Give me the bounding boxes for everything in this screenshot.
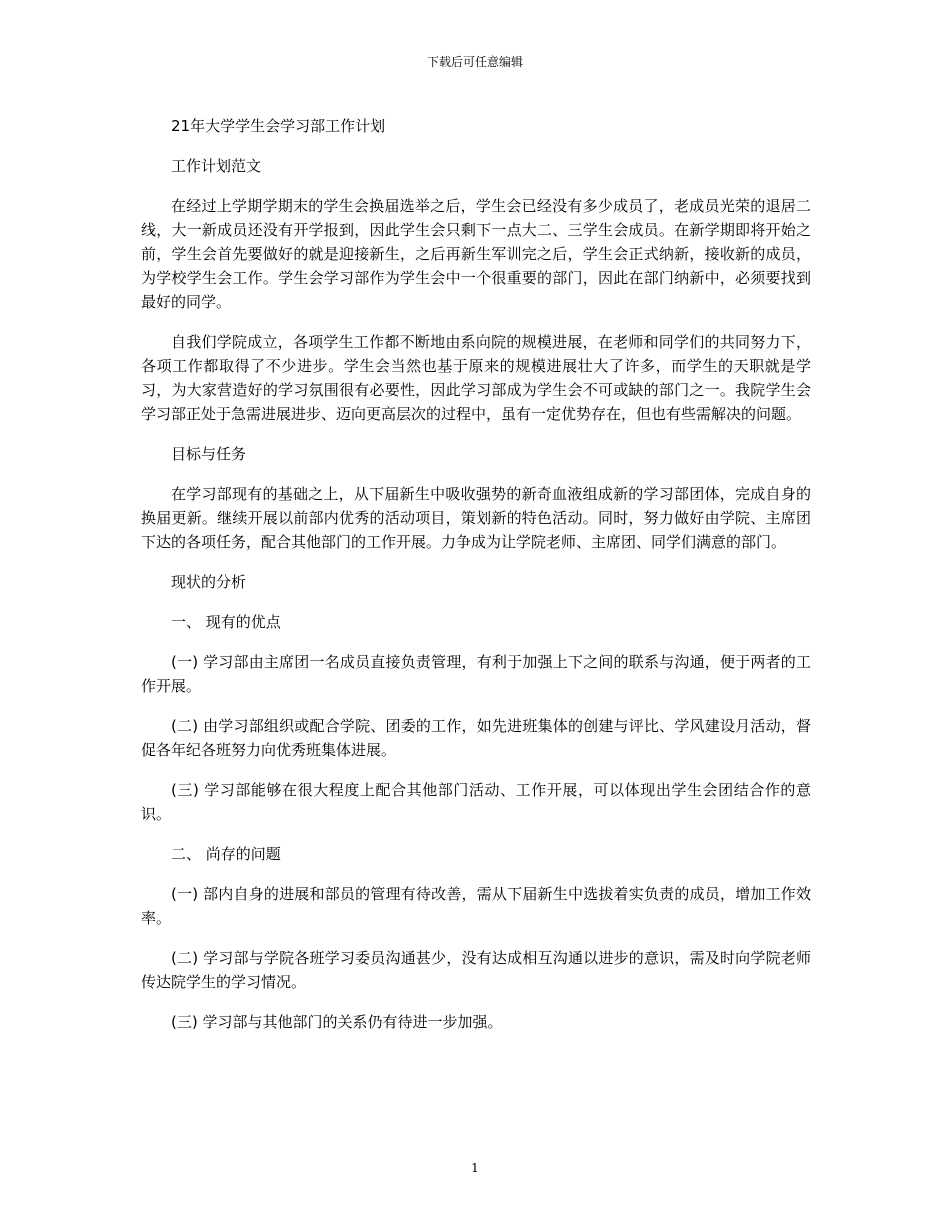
page-number: 1 [471,1161,479,1175]
goals-paragraph: 在学习部现有的基础之上，从下届新生中吸收强势的新奇血液组成新的学习部团体，完成自身的换届更新。继续开展以前部内优秀的活动项目，策划新的特色活动。同时，努力做好由学院、主席团下达的各项任务，配合其他部门的工作开展。力争成为让学院老师、主席团、同学们满意的部门。 [141,485,811,551]
intro-paragraph-1: 在经过上学期学期末的学生会换届选举之后，学生会已经没有多少成员了，老成员光荣的退居二线，大一新成员还没有开学报到，因此学生会只剩下一点大二、三学生会成员。在新学期即将开始之前，学生会首先要做好的就是迎接新生，之后再新生军训完之后，学生会正式纳新，接收新的成员，为学校学生会工作。学生会学习部作为学生会中一个很重要的部门，因此在部门纳新中，必须要找到最好的同学。 [141,197,811,311]
page-header: 下载后可任意编辑 [426,55,523,69]
problems-heading: 二、 尚存的问题 [171,845,281,863]
problem-item-1: (一) 部内自身的进展和部员的管理有待改善，需从下届新生中选拔着实负责的成员，增加工作效率。 [141,885,811,927]
intro-paragraph-2: 自我们学院成立，各项学生工作都不断地由系向院的规模进展，在老师和同学们的共同努力下，各项工作都取得了不少进步。学生会当然也基于原来的规模进展壮大了许多，而学生的天职就是学习，为大家营造好的学习氛围很有必要性，因此学习部成为学生会不可或缺的部门之一。我院学生会学习部正处于急需进展进步、迈向更高层次的过程中，虽有一定优势存在，但也有些需解决的问题。 [141,333,811,423]
advantages-heading: 一、 现有的优点 [171,613,281,631]
advantage-item-3: (三) 学习部能够在很大程度上配合其他部门活动、工作开展，可以体现出学生会团结合作的意识。 [141,781,811,823]
document-body [141,114,811,1050]
advantage-item-2: (二) 由学习部组织或配合学院、团委的工作，如先进班集体的创建与评比、学风建设月活动，督促各年纪各班努力向优秀班集体进展。 [141,717,811,759]
advantage-item-1: (一) 学习部由主席团一名成员直接负责管理，有利于加强上下之间的联系与沟通，便于两者的工作开展。 [141,653,811,695]
problem-item-3: (三) 学习部与其他部门的关系仍有待进一步加强。 [171,1013,503,1031]
goals-heading: 目标与任务 [171,445,247,463]
document-subtitle: 工作计划范文 [171,157,262,175]
status-heading: 现状的分析 [171,573,247,591]
document-title: 21年大学学生会学习部工作计划 [171,117,386,135]
problem-item-2: (二) 学习部与学院各班学习委员沟通甚少，没有达成相互沟通以进步的意识，需及时向学院老师传达院学生的学习情况。 [141,949,811,991]
